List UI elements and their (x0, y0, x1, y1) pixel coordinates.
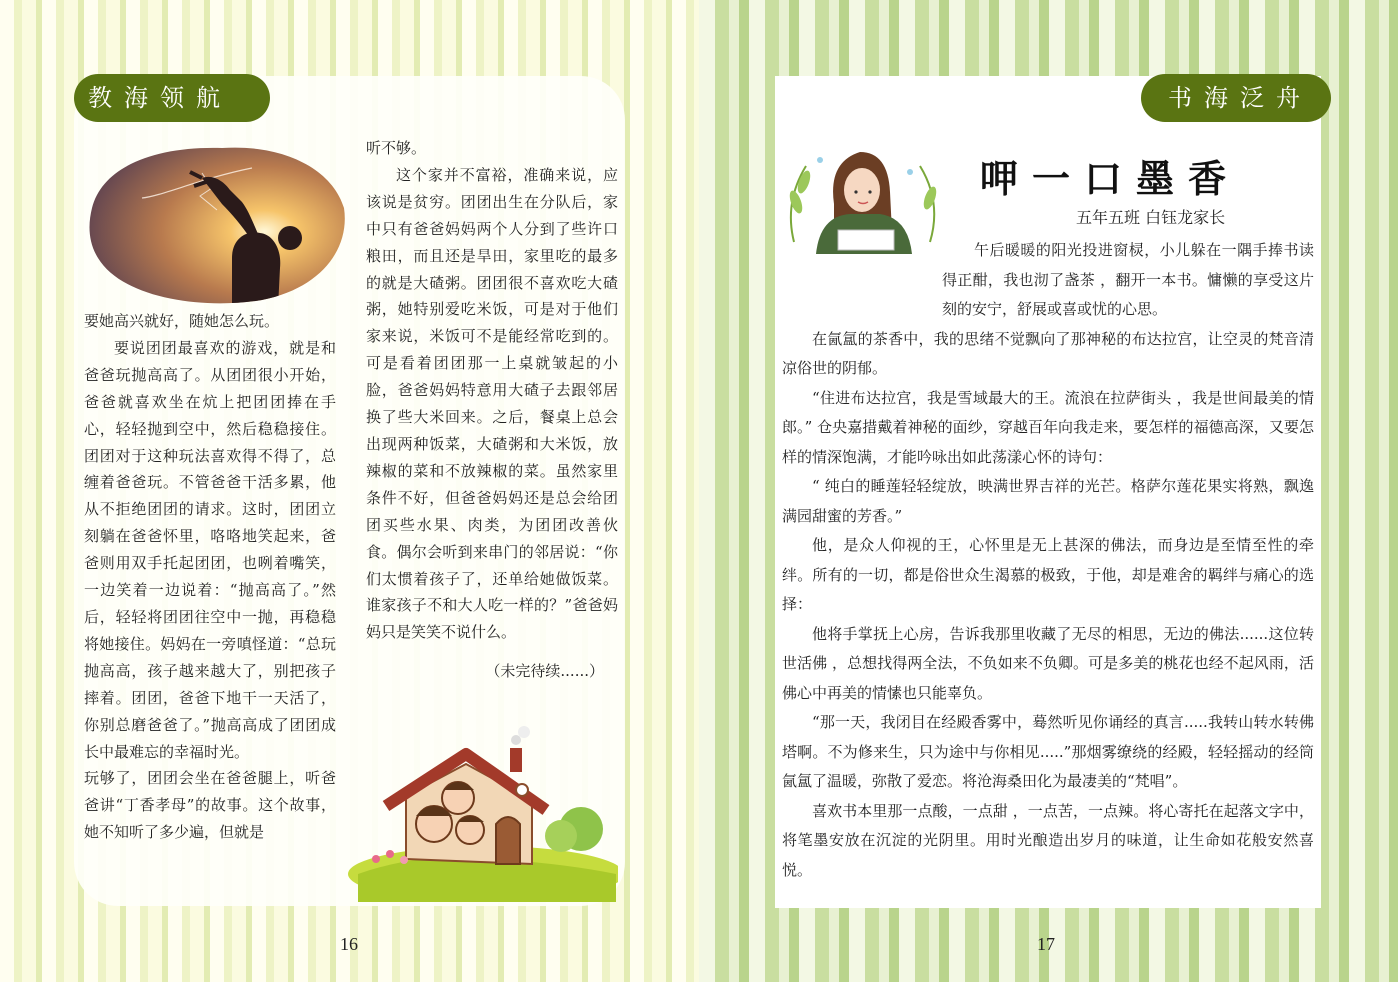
paragraph: 这个家并不富裕，准确来说，应该说是贫穷。团团出生在分队后，家中只有爸爸妈妈两个人分到了些许口粮田，而且还是旱田，家里吃的最多的就是大碴粥。团团很不喜欢吃大碴粥，她特别爱吃米饭，可是对于他们家来说，米饭可不是能经常吃到的。可是看着团团那一上桌就皱起的小脸，爸爸妈妈特意用大碴子去跟邻居换了些大米回来。之后，餐桌上总会出现两种饭菜，大碴粥和大米饭，放辣椒的菜和不放辣椒的菜。虽然家里条件不好，但爸爸妈妈还是总会给团团买些水果、肉类，为团团改善伙食。偶尔会听到来串门的邻居说：“你们太惯着孩子了，还单给她做饭菜。谁家孩子不和大人吃一样的？”爸爸妈妈只是笑笑不说什么。 (366, 165, 618, 642)
paragraph: “那一天，我闭目在经殿香雾中，蓦然听见你诵经的真言.....我转山转水转佛塔啊。不为修来生，只为途中与你相见.....”那烟雾缭绕的经殿，轻轻摇动的经筒氤氲了温暖，弥散了爱恋。将沧海桑田化为最凄美的“梵唱”。 (782, 713, 1314, 790)
paragraph: 喜欢书本里那一点酸，一点甜 ，一点苦，一点辣。将心寄托在起落文字中，将笔墨安放在沉淀的光阴里。用时光酿造出岁月的味道，让生命如花般安然喜悦。 (782, 801, 1314, 879)
father-child-silhouette-photo (82, 138, 350, 308)
paragraph: 午后暖暖的阳光投进窗棂，小儿躲在一隅手捧书读得正酣，我也沏了盏茶 ，翻开一本书。慵懒的享受这片刻的安宁，舒展或喜或忧的心思。 (942, 241, 1314, 318)
paragraph: 听不够。 (366, 139, 427, 157)
cartoon-house-illustration (346, 724, 618, 902)
section-title-right: 书海泛舟 (1168, 84, 1312, 112)
section-title-left: 教海领航 (88, 84, 232, 112)
paragraph: “ 纯白的睡莲轻轻绽放，映满世界吉祥的光芒。格萨尔莲花果实将熟，飘逸满园甜蜜的芳香。” (782, 477, 1314, 525)
section-tab-right (1141, 74, 1331, 122)
paragraph: 玩够了，团团会坐在爸爸腿上，听爸爸讲“丁香孝母”的故事。这个故事，她不知听了多少遍，但就是 (84, 769, 336, 842)
article-body (782, 236, 1314, 885)
article-title: 呷一口墨香 (980, 156, 1241, 201)
left-column-2 (366, 135, 618, 685)
to-be-continued: （未完待续......） (485, 662, 604, 681)
page-number-right: 17 (1037, 934, 1055, 954)
left-column-1 (84, 308, 336, 846)
paragraph: 他，是众人仰视的王，心怀里是无上甚深的佛法，而身边是至情至性的牵绊。所有的一切，都是俗世众生渴慕的极致，于他，却是难舍的羁绊与痛心的选择： (782, 536, 1314, 613)
paragraph: 要她高兴就好，随她怎么玩。 (84, 312, 280, 330)
page-number-left: 16 (340, 934, 358, 954)
paragraph: “住进布达拉宫，我是雪域最大的王。流浪在拉萨街头 ，我是世间最美的情郎。” 仓央嘉措戴着神秘的面纱，穿越百年向我走来，要怎样的福德高深，又要怎样的情深饱满，才能吟咏出如此荡漾心怀的诗句： (782, 388, 1314, 466)
paragraph: 要说团团最喜欢的游戏，就是和爸爸玩抛高高了。从团团很小开始，爸爸就喜欢坐在炕上把团团捧在手心，轻轻抛到空中，然后稳稳接住。团团对于这种玩法喜欢得不得了，总缠着爸爸玩。不管爸爸干活多累，他从不拒绝团团的请求。这时，团团立刻躺在爸爸怀里，咯咯地笑起来，爸爸则用双手托起团团，也咧着嘴笑，一边笑着一边说着：“抛高高了。”然后，轻轻将团团往空中一抛，再稳稳将她接住。妈妈在一旁嗔怪道：“总玩抛高高，孩子越来越大了，别把孩子摔着。团团，爸爸下地干一天活了，你别总磨爸爸了。”抛高高成了团团成长中最难忘的幸福时光。 (84, 338, 336, 761)
article-author: 五年五班 白钰龙家长 (1076, 208, 1226, 227)
paragraph: 在氤氲的茶香中，我的思绪不觉飘向了那神秘的布达拉宫，让空灵的梵音清凉俗世的阴郁。 (782, 329, 1314, 377)
paragraph: 他将手掌抚上心房，告诉我那里收藏了无尽的相思，无边的佛法......这位转世活佛 ，总想找得两全法，不负如来不负卿。可是多美的桃花也经不起风雨，活佛心中再美的情愫也只能辜负。 (782, 624, 1314, 702)
section-tab-left (74, 74, 270, 122)
